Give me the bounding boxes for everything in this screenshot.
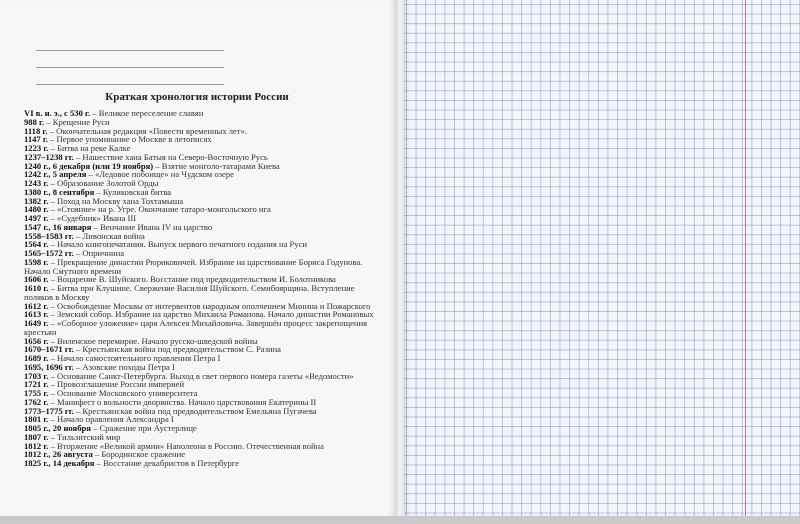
- entry-text: – Нашествие хана Батыя на Северо-Восточную Русь: [73, 151, 268, 162]
- entry-date: 1242 г., 5 апреля: [24, 169, 87, 180]
- entry-text: – Основание Московского университета: [48, 388, 198, 398]
- entry-text: – Освобождение Москвы от интервентов народным ополчением Минина и Пожарского: [48, 300, 371, 311]
- entry-text: – Тильзитский мир: [48, 431, 121, 442]
- left-page: [0, 0, 396, 516]
- entry-date: 988 г.: [24, 116, 45, 127]
- entry-text: – Вторжение «Великой армии» Наполеона в Россию. Отечественная война: [48, 440, 324, 451]
- entry-date: 1564 г.: [24, 239, 49, 250]
- entry-text: – Азовские походы Петра I: [73, 361, 175, 372]
- entry-date: 1755 г.: [24, 388, 49, 398]
- grid-page: [404, 0, 800, 516]
- entry-date: 1118 г.: [24, 125, 48, 136]
- entry-text: – Манифест о вольности дворянства. Начало царствования Екатерины II: [48, 396, 317, 407]
- entry-date: 1547 г., 16 января: [24, 221, 92, 232]
- entry-text: – Великое переселение славян: [90, 108, 204, 118]
- entry-date: 1656 г.: [24, 335, 49, 346]
- entry-text: – Образование Золотой Орды: [48, 178, 159, 188]
- entry-date: 1801 г.: [24, 414, 49, 425]
- entry-text: – Начало книгопечатания. Выпуск первого печатного издания на Руси: [48, 239, 308, 250]
- notebook-binding: [396, 0, 404, 516]
- entry-text: – Провозглашение России империей: [48, 379, 185, 390]
- margin-line: [745, 0, 746, 516]
- entry-date: 1565–1572 гг.: [24, 248, 74, 258]
- entry-date: 1598 г.: [24, 256, 49, 267]
- entry-text: – Битва на реке Калке: [48, 143, 131, 153]
- table-surface: [0, 516, 800, 524]
- entry-text: – Восстание декабристов в Петербурге: [94, 458, 240, 468]
- entry-date: 1240 г., 6 декабря (или 19 ноября): [24, 160, 154, 171]
- entry-text: – Сражение при Аустерлице: [90, 423, 197, 433]
- blank-line: [36, 67, 224, 68]
- entry-text: – Поход на Москву хана Тохтамыша: [48, 195, 184, 206]
- entry-date: 1825 г., 14 декабря: [24, 458, 95, 468]
- entry-date: 1480 г.: [24, 204, 49, 215]
- entry-text: – «Соборное уложение» царя Алексея Михайловича. Завершён процесс закрепощения крестьян: [24, 318, 368, 337]
- entry-text: – Крещение Руси: [44, 116, 110, 127]
- entry-date: 1812 г., 26 августа: [24, 449, 93, 460]
- entry-text: – Опричнина: [73, 248, 125, 258]
- entry-date: 1773–1775 гг.: [24, 405, 74, 416]
- chronology-entry: [24, 258, 382, 276]
- chronology-entry: [24, 319, 382, 337]
- entry-date: 1497 г.: [24, 213, 49, 223]
- entry-date: 1558–1583 гг.: [24, 230, 74, 241]
- entry-text: – Крестьянская война под предводительством С. Разина: [73, 344, 281, 355]
- entry-text: – Ливонская война: [73, 230, 145, 241]
- entry-date: 1147 г.: [24, 134, 48, 145]
- entry-date: 1382 г.: [24, 195, 49, 206]
- chronology-entry: [24, 284, 382, 302]
- entry-date: 1237–1238 гг.: [24, 151, 74, 162]
- page-title: Краткая хронология истории России: [105, 91, 289, 103]
- entry-text: – Воцарение В. Шуйского. Восстание под предводительством И. Болотникова: [48, 274, 336, 285]
- blank-line: [36, 84, 224, 85]
- entry-date: 1762 г.: [24, 396, 49, 407]
- entry-text: – Земский собор. Избрание на царство Михаила Романова. Начало династии Романовых: [48, 309, 374, 320]
- blank-line: [36, 50, 224, 51]
- entry-date: 1812 г.: [24, 440, 49, 451]
- entry-date: 1380 г., 8 сентября: [24, 186, 95, 197]
- entry-text: – Крестьянская война под предводительством Емельяна Пугачева: [73, 405, 317, 416]
- entry-text: – Бородинское сражение: [92, 449, 186, 460]
- entry-text: – Битва при Клушине. Свержение Василия Шуйского. Семибоярщина. Вступление поляков в Москву: [24, 283, 355, 302]
- entry-text: – Окончательная редакция «Повести временных лет».: [47, 125, 248, 136]
- entry-text: – «Ледовое побоище» на Чудском озере: [86, 169, 234, 180]
- entry-date: 1610 г.: [24, 283, 49, 293]
- entry-date: 1695, 1696 гг.: [24, 361, 74, 372]
- entry-date: 1649 г.: [24, 318, 49, 328]
- entry-text: – Взятие монголо-татарами Киева: [153, 160, 280, 171]
- entry-date: VI в. н. э., с 530 г.: [24, 108, 91, 118]
- entry-date: 1223 г.: [24, 143, 49, 153]
- entry-date: 1807 г.: [24, 431, 49, 442]
- entry-text: – Основание Санкт-Петербурга. Выход в свет первого номера газеты «Ведомости»: [48, 370, 354, 381]
- entry-text: – Первое упоминание о Москве в летописях: [47, 134, 212, 145]
- chronology-list: [24, 109, 382, 468]
- entry-text: – Начало правления Александра I: [48, 414, 174, 425]
- entry-text: – Венчание Ивана IV на царство: [91, 221, 213, 232]
- entry-date: 1703 г.: [24, 370, 49, 381]
- entry-text: – Начало самостоятельного правления Петра I: [48, 353, 221, 363]
- entry-text: – Прекращение династии Рюриковичей. Избрание на царствование Бориса Годунова. Начало Смутного времени: [24, 256, 363, 276]
- entry-text: – Куликовская битва: [94, 186, 172, 197]
- entry-date: 1805 г., 20 ноября: [24, 423, 91, 433]
- entry-date: 1689 г.: [24, 353, 49, 363]
- entry-text: – «Судебник» Ивана III: [48, 213, 137, 223]
- entry-text: – Виленское перемирие. Начало русско-шведской войны: [48, 335, 258, 346]
- entry-date: 1721 г.: [24, 379, 49, 390]
- chronology-entry: [24, 459, 382, 468]
- entry-date: 1606 г.: [24, 274, 49, 285]
- entry-date: 1243 г.: [24, 178, 49, 188]
- entry-date: 1612 г.: [24, 300, 49, 311]
- entry-date: 1613 г.: [24, 309, 49, 320]
- entry-date: 1670–1671 гг.: [24, 344, 74, 355]
- entry-text: – «Стояние» на р. Угре. Окончание татаро-монгольского ига: [48, 204, 271, 215]
